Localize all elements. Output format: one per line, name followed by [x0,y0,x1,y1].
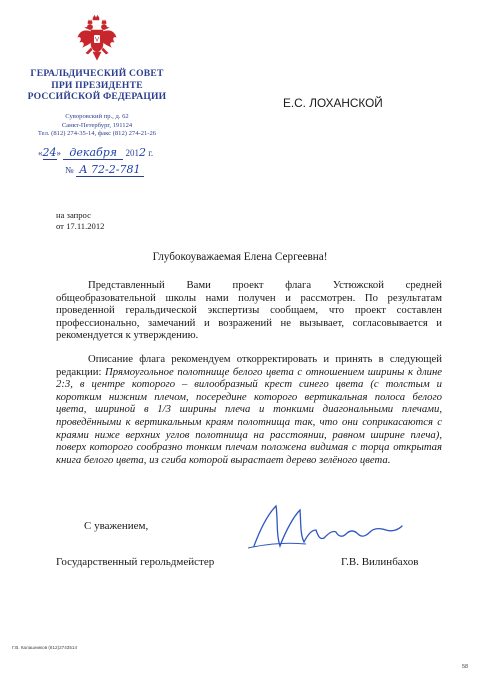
request-line-2: от 17.11.2012 [56,221,105,231]
address-city: Санкт-Петербург, 191124 [61,121,133,129]
recipient: Е.С. ЛОХАНСКОЙ [283,96,383,110]
date-quote-open: « [38,148,43,158]
page-number: 58 [462,664,469,670]
address-street: Суворовский пр., д. 62 [65,113,129,120]
number-label: № [65,165,74,175]
date-year-prefix: 201 [125,148,139,158]
double-headed-eagle-icon [77,14,117,64]
council-address [22,113,172,139]
council-name [22,68,172,103]
paragraph-1 [56,279,442,342]
letter-date [38,146,188,160]
paragraph-2-lead: Описание флага рекомендуем откорректировать и принять в следующей редакции: [56,353,442,378]
signer-name: Г.В. Вилинбахов [341,556,419,568]
date-day: 24 [42,146,57,159]
signer-title: Государственный герольдмейстер [56,556,215,568]
executor-note: Г.В. Калашников (812)2743514 [12,645,78,650]
request-line-1: на запрос [56,210,91,220]
date-month: декабря [63,146,123,160]
paragraph-1-text: Представленный Вами проект флага Устюжской средней общеобразовательной школы нами получен и рассмотрен. По результатам проведенной геральдической экспертизы сообщаем, что проект составлен профессионально, замечаний и возражений не вызывает, согласовывается и рекомендуется к утверждению. [56,279,442,342]
date-year-end: г. [148,148,154,158]
flag-description: Прямоугольное полотнище белого цвета с отношением ширины к длине 2:3, в центре которого – вилообразный крест синего цвета (с толстым и коротким нижним плечом, посередине которого вертикальная полоса белого цвета, шириной в 1/3 ширины плеча и тонкими диагональными плечами, проведёнными к вертикальным краям полотнища так, что они соприкасаются с краями ниже верхних углов полотнища на расстоянии, равном ширине плеча), поверх которого сообразно тонким плечам положена видимая с торца открытая книга белого цвета, из сгиба которой вырастает дерево зелёного цвета. [56,365,442,466]
address-phone: Тел. (812) 274-35-14, факс (812) 274-21-26 [37,130,157,138]
date-quote-close: » [56,148,61,158]
council-line-1: ГЕРАЛЬДИЧЕСКИЙ СОВЕТ [30,68,164,79]
number-value: А 72-2-781 [76,163,144,177]
handwritten-signature-icon [246,500,406,552]
council-line-3: РОССИЙСКОЙ ФЕДЕРАЦИИ [27,91,167,102]
closing: С уважением, [84,520,149,532]
paragraph-2 [56,353,442,466]
request-reference [56,210,104,232]
date-year-suffix: 2 [139,146,146,159]
salutation: Глубокоуважаемая Елена Сергеевна! [152,251,328,263]
council-line-2: ПРИ ПРЕЗИДЕНТЕ [51,79,143,91]
letter-number [65,163,144,177]
